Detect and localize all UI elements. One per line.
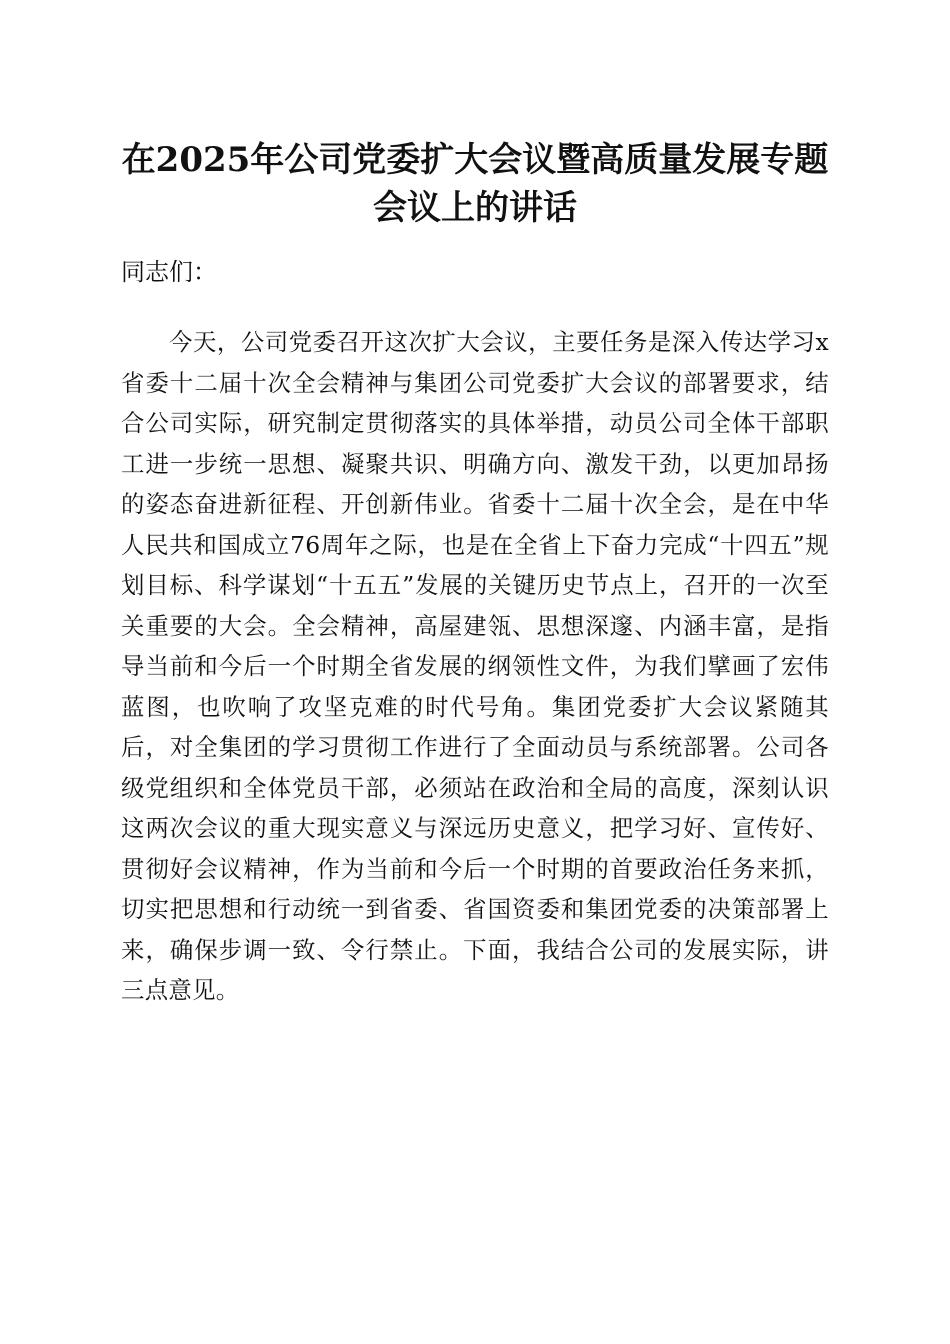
body-paragraph: 今天，公司党委召开这次扩大会议，主要任务是深入传达学习x省委十二届十次全会精神与集团公司党委扩大会议的部署要求，结合公司实际，研究制定贯彻落实的具体举措，动员公司全体干部职工进一步统一思想、凝聚共识、明确方向、激发干劲，以更加昂扬的姿态奋进新征程、开创新伟业。省委十二届十次全会，是在中华人民共和国成立76周年之际，也是在全省上下奋力完成“十四五”规划目标、科学谋划“十五五”发展的关键历史节点上，召开的一次至关重要的大会。全会精神，高屋建瓴、思想深邃、内涵丰富，是指导当前和今后一个时期全省发展的纲领性文件，为我们擘画了宏伟蓝图，也吹响了攻坚克难的时代号角。集团党委扩大会议紧随其后，对全集团的学习贯彻工作进行了全面动员与系统部署。公司各级党组织和全体党员干部，必须站在政治和全局的高度，深刻认识这两次会议的重大现实意义与深远历史意义，把学习好、宣传好、贯彻好会议精神，作为当前和今后一个时期的首要政治任务来抓，切实把思想和行动统一到省委、省国资委和集团党委的决策部署上来，确保步调一致、令行禁止。下面，我结合公司的发展实际，讲三点意见。 [121, 328, 829, 1004]
document-title: 在2025年公司党委扩大会议暨高质量发展专题会议上的讲话 [121, 140, 829, 228]
salutation: 同志们： [121, 258, 217, 286]
